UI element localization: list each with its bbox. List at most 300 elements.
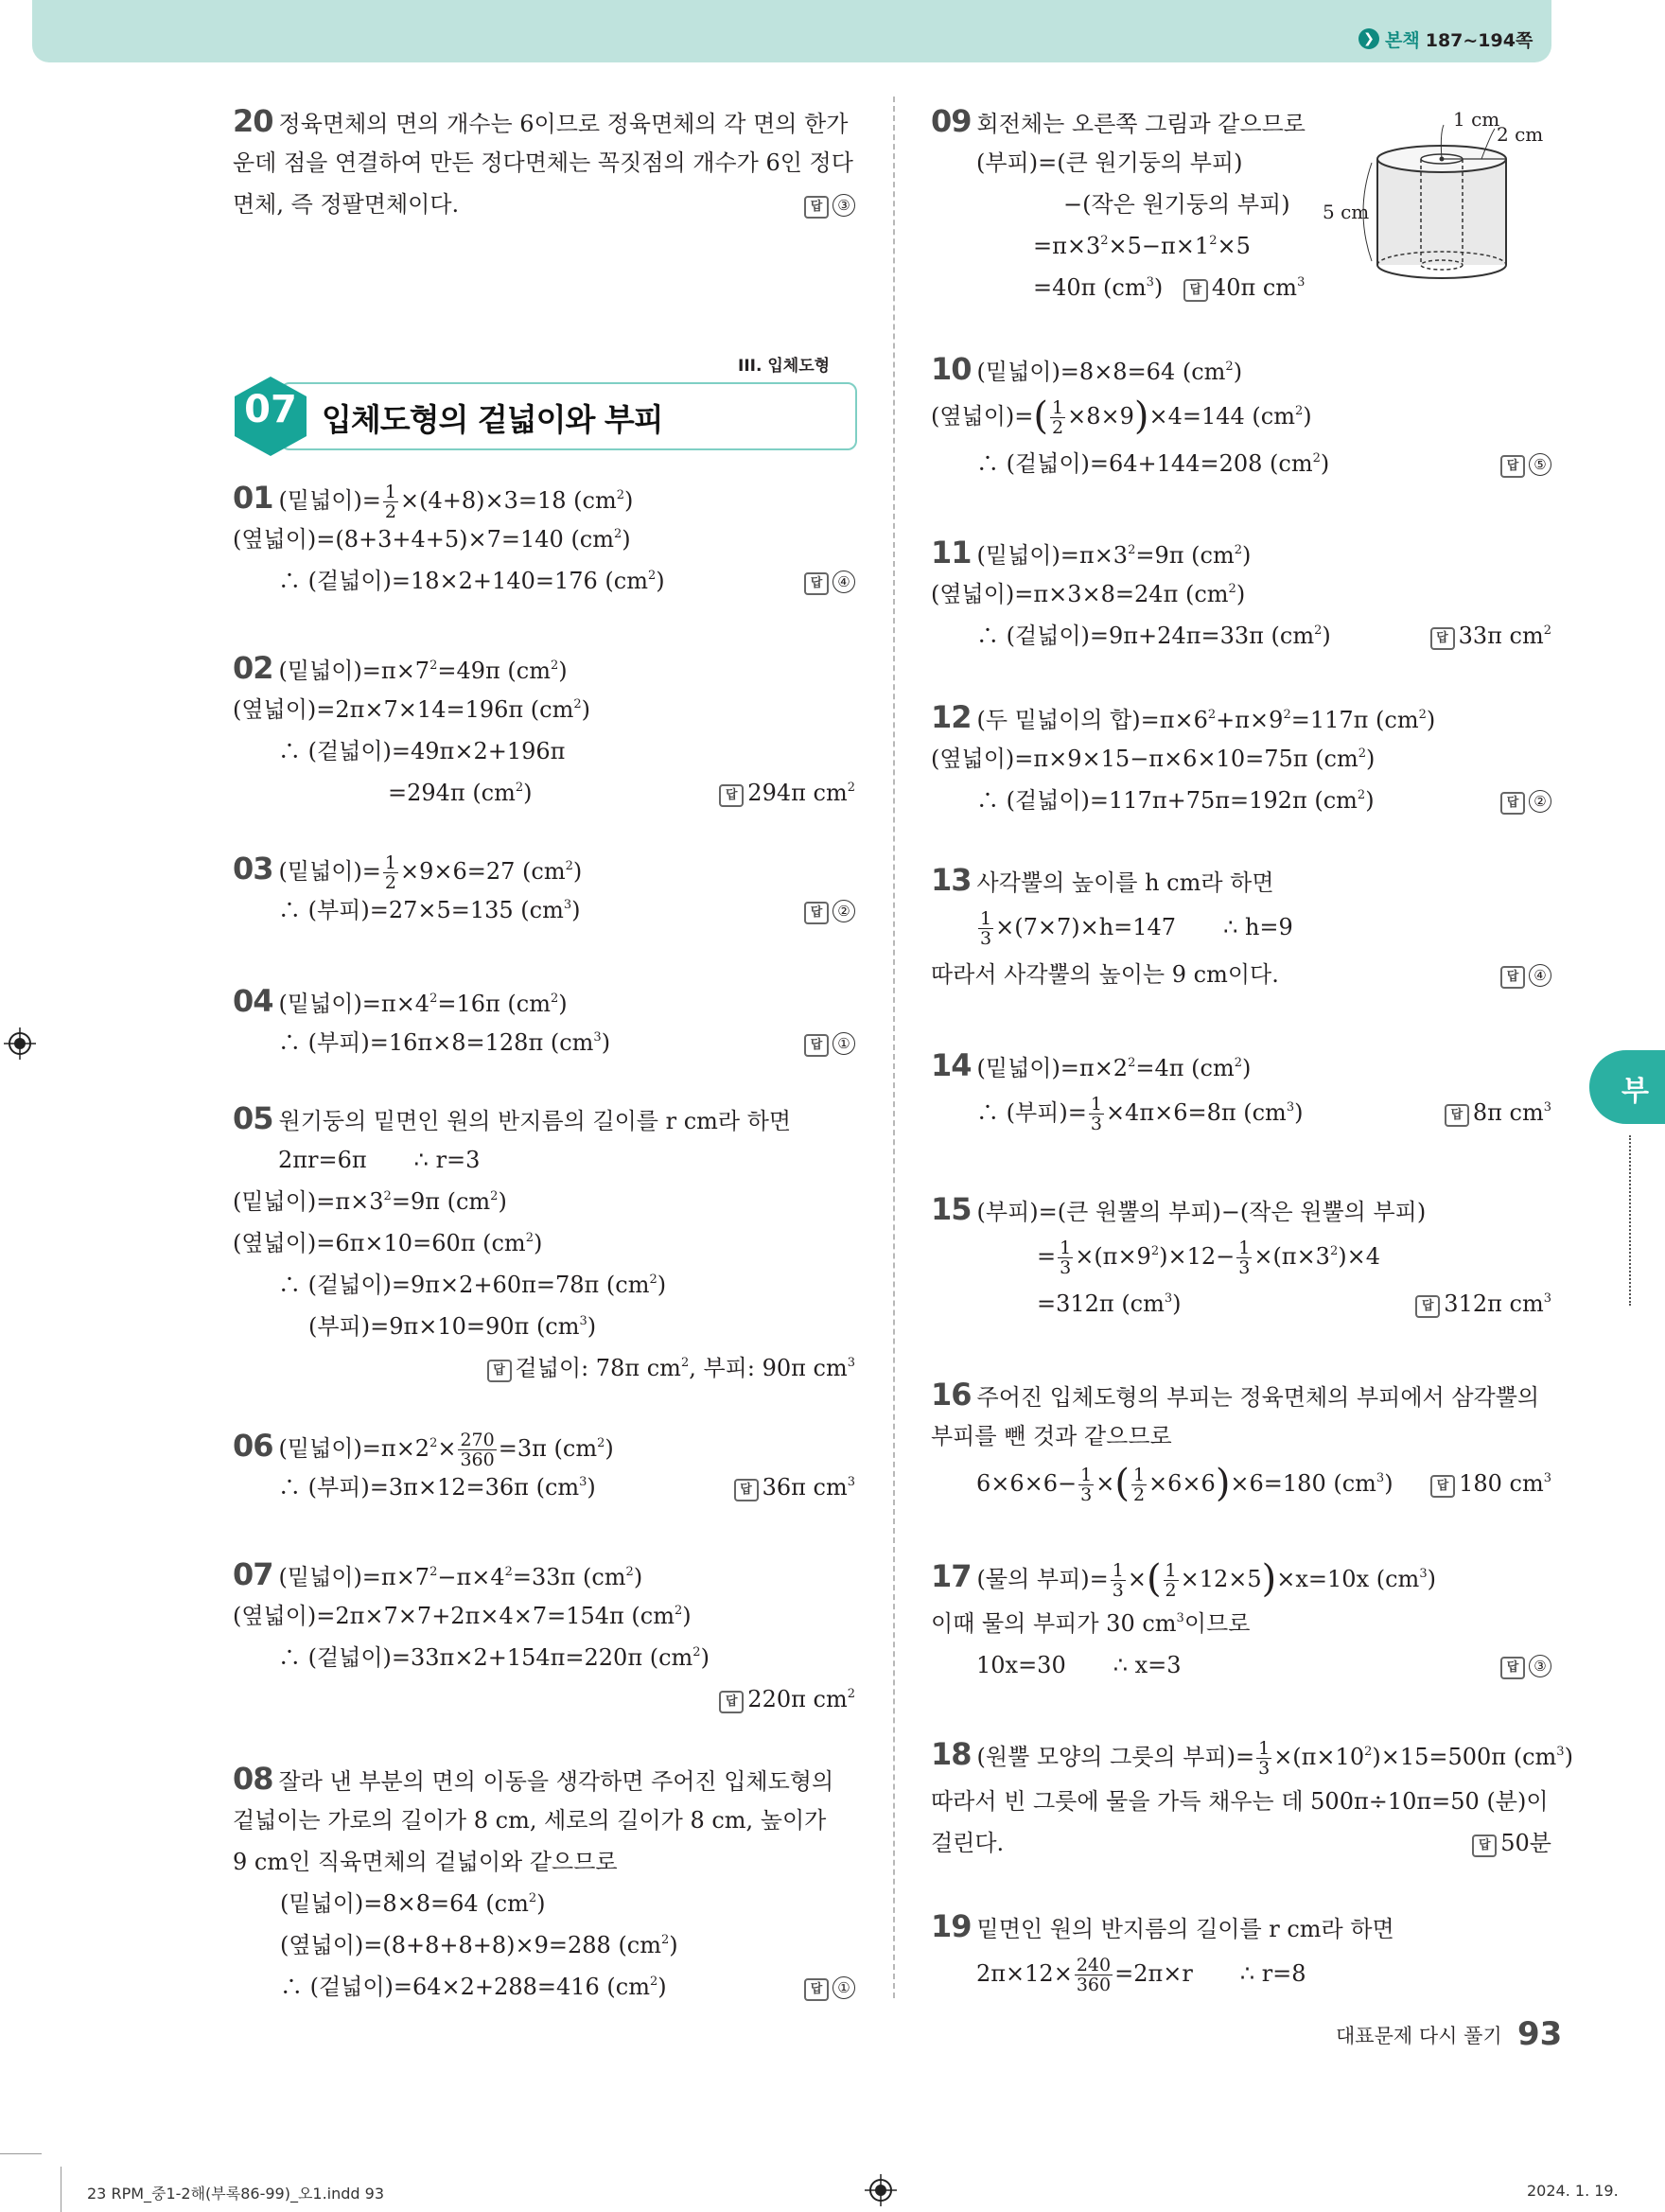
text: ∴ (겉넓이)=33π×2+154π=220π (cm <box>278 1644 693 1671</box>
text: 10x=30 <box>976 1652 1066 1678</box>
superscript: 2 <box>1128 543 1136 557</box>
text: ) <box>700 1644 710 1671</box>
text: ∴ (겉넓이)=117π+75π=192π (cm <box>976 787 1358 814</box>
superscript: 3 <box>1376 1471 1385 1485</box>
problem-01 <box>233 477 855 602</box>
text: =9π (cm <box>1135 542 1235 569</box>
text: ×8×9 <box>1067 403 1134 430</box>
text: 원기둥의 밑면인 원의 반지름의 길이를 r cm라 하면 <box>278 1108 792 1134</box>
superscript: 2 <box>1234 1056 1242 1070</box>
numerator: 1 <box>1112 1560 1124 1581</box>
text: ) <box>558 991 568 1017</box>
superscript: 3 <box>847 1475 855 1489</box>
answer-mark-icon: 답 <box>804 1034 829 1057</box>
problem-18 <box>931 1728 1573 1864</box>
problem-number: 03 <box>233 851 273 887</box>
superscript: 3 <box>1176 1611 1184 1625</box>
text: ×5−π×1 <box>1108 233 1210 259</box>
text: ∴ (부피)= <box>976 1099 1087 1126</box>
section-number: 07 <box>244 388 297 431</box>
answer-choice: ④ <box>832 571 855 593</box>
text: (물의 부피)= <box>976 1566 1109 1592</box>
text: ) <box>669 1932 678 1958</box>
fraction <box>383 853 398 892</box>
problem-number: 16 <box>931 1377 972 1413</box>
text: ) <box>682 1603 692 1629</box>
answer-mark-icon: 답 <box>804 902 829 924</box>
answer-text: 50분 <box>1500 1830 1551 1856</box>
text: ∴ (겉넓이)=64+144=208 (cm <box>976 450 1313 477</box>
answer <box>804 889 855 931</box>
problem-16 <box>931 1374 1551 1510</box>
text: (밑넓이)= <box>278 487 381 514</box>
superscript: 2 <box>614 527 622 541</box>
text: ∴ (겉넓이)=18×2+140=176 (cm <box>278 568 648 594</box>
paren: ( <box>1033 395 1048 438</box>
text: (옆넓이)=6π×10=60π (cm <box>233 1230 526 1256</box>
text: +π×9 <box>1216 707 1284 733</box>
superscript: 3 <box>1164 1291 1173 1306</box>
denominator: 3 <box>1238 1257 1251 1278</box>
problem-number: 13 <box>931 862 972 898</box>
text: 면체, 즉 정팔면체이다. <box>233 191 460 218</box>
text: (부피)=9π×10=90π (cm <box>308 1313 580 1340</box>
text: ) <box>572 858 583 885</box>
problem-19 <box>931 1905 1551 2000</box>
text: 2π×12× <box>976 1960 1073 1987</box>
denominator: 2 <box>1132 1484 1146 1505</box>
registration-mark-icon <box>4 1027 36 1060</box>
numerator: 1 <box>1132 1465 1146 1485</box>
superscript: 2 <box>383 1189 392 1203</box>
answer-mark-icon: 답 <box>1445 1104 1469 1127</box>
text: ∴ x=3 <box>1113 1652 1182 1678</box>
superscript: 2 <box>1418 708 1427 722</box>
ref-label: 본책 <box>1385 29 1420 51</box>
fraction <box>1050 398 1065 437</box>
numerator: 1 <box>980 908 992 929</box>
text: ∴ (부피)=16π×8=128π (cm <box>278 1029 594 1056</box>
text: 이때 물의 부피가 30 cm <box>931 1610 1177 1637</box>
text: ×6×6 <box>1148 1470 1216 1497</box>
text: 주어진 입체도형의 부피는 정육면체의 부피에서 삼각뿔의 <box>976 1384 1540 1411</box>
text: ×12×5 <box>1180 1566 1262 1592</box>
text: ∴ (부피)=27×5=135 (cm <box>278 897 564 923</box>
answer-mark-icon: 답 <box>804 1978 829 2001</box>
figure-label: 5 cm <box>1323 201 1370 223</box>
text: ) <box>1241 1055 1252 1081</box>
superscript: 2 <box>429 992 438 1006</box>
text: ) <box>1241 542 1252 569</box>
fraction <box>1131 1466 1147 1504</box>
text: (밑넓이)=π×3 <box>976 542 1129 569</box>
superscript: 2 <box>490 1189 499 1203</box>
text: (밑넓이)=π×4 <box>278 991 430 1017</box>
text: ) <box>633 1564 643 1590</box>
text: =117π (cm <box>1290 707 1419 733</box>
problem-number: 19 <box>931 1908 972 1944</box>
superscript: 2 <box>1234 543 1242 557</box>
answer-choice: ③ <box>1529 1655 1551 1677</box>
answer-choice: ② <box>832 900 855 922</box>
text: ) <box>657 1272 667 1298</box>
answer <box>1415 1283 1551 1325</box>
problem-15 <box>931 1188 1551 1325</box>
text: ) <box>1320 450 1330 477</box>
text: ×4=144 (cm <box>1148 403 1295 430</box>
denominator: 3 <box>1112 1580 1124 1601</box>
text: 사각뿔의 높이를 h cm라 하면 <box>976 869 1274 896</box>
text: (원뿔 모양의 그릇의 부피)= <box>976 1744 1255 1770</box>
text: ×(π×10 <box>1273 1744 1365 1770</box>
problem-number: 04 <box>233 983 273 1019</box>
paren: ) <box>1215 1462 1231 1505</box>
text: ) <box>656 568 665 594</box>
answer-text: 33π cm <box>1458 623 1544 649</box>
superscript: 2 <box>1100 234 1109 248</box>
denominator: 3 <box>1258 1758 1271 1779</box>
text: ) <box>1384 1470 1393 1497</box>
text: (밑넓이)=8×8=64 (cm <box>976 359 1226 385</box>
fraction <box>1111 1561 1126 1600</box>
answer <box>1183 274 1305 301</box>
superscript: 2 <box>1329 1244 1339 1258</box>
problem-14 <box>931 1045 1551 1139</box>
answer-mark-icon: 답 <box>1500 455 1525 478</box>
text: (밑넓이)=8×8=64 (cm <box>280 1890 529 1917</box>
text: )×12− <box>1159 1243 1236 1270</box>
text: ∴ (겉넓이)=9π+24π=33π (cm <box>976 623 1315 649</box>
text: ×4π×6=8π (cm <box>1105 1099 1287 1126</box>
answer <box>1500 443 1551 484</box>
numerator: 1 <box>1238 1238 1251 1258</box>
answer-text: 40π cm <box>1211 274 1298 301</box>
text: (옆넓이)=(8+8+8+8)×9=288 (cm <box>280 1932 662 1958</box>
answer-text: 36π cm <box>762 1474 848 1501</box>
text: (옆넓이)=(8+3+4+5)×7=140 (cm <box>233 526 615 553</box>
superscript: 2 <box>1225 360 1234 374</box>
text: 따라서 빈 그릇에 물을 가득 채우는 데 500π÷10π=50 (분)이 <box>931 1788 1549 1815</box>
answer <box>804 1022 855 1063</box>
fraction <box>1089 1095 1104 1133</box>
text: ) <box>601 1029 611 1056</box>
denominator: 3 <box>1090 1114 1102 1134</box>
text: × <box>1095 1470 1115 1497</box>
superscript: 2 <box>1312 451 1321 465</box>
text: =16π (cm <box>437 991 551 1017</box>
superscript: 2 <box>597 1436 605 1450</box>
problem-number: 05 <box>233 1100 273 1136</box>
file-date: 2024. 1. 19. <box>1527 2182 1619 2200</box>
superscript: 2 <box>525 1231 534 1245</box>
numerator: 1 <box>1060 1238 1072 1258</box>
answer-mark-icon: 답 <box>487 1360 512 1382</box>
answer-mark-icon: 답 <box>1430 1475 1455 1498</box>
fraction <box>383 483 398 521</box>
crop-mark <box>0 2153 42 2154</box>
superscript: 2 <box>616 488 624 502</box>
answer-mark-icon: 답 <box>804 572 829 595</box>
answer <box>804 1966 855 2008</box>
answer <box>719 772 855 814</box>
superscript: 2 <box>1314 623 1323 638</box>
answer <box>1500 1644 1551 1686</box>
problem-number: 09 <box>931 103 972 139</box>
text: 이므로 <box>1183 1610 1251 1637</box>
superscript: 2 <box>1228 582 1236 596</box>
problem-11 <box>931 532 1551 657</box>
text: ×5 <box>1217 233 1251 259</box>
superscript: 2 <box>1294 404 1304 418</box>
fraction <box>1236 1238 1252 1277</box>
text: ∴ r=3 <box>413 1147 481 1173</box>
denominator: 2 <box>1165 1580 1177 1601</box>
answer-mark-icon: 답 <box>734 1479 759 1501</box>
text: =3π (cm <box>498 1435 598 1462</box>
file-info: 23 RPM_중1-2해(부록86-99)_오1.indd 93 <box>87 2185 385 2203</box>
numerator: 1 <box>1165 1560 1177 1581</box>
answer-text: 8π cm <box>1472 1099 1544 1126</box>
superscript: 2 <box>550 658 559 673</box>
paren: ) <box>1133 395 1149 438</box>
text: 2πr=6π <box>278 1147 367 1173</box>
numerator: 1 <box>1080 1465 1093 1485</box>
superscript: 2 <box>625 1565 634 1579</box>
text: ) <box>523 780 533 806</box>
denominator: 3 <box>1080 1484 1093 1505</box>
superscript: 2 <box>565 859 573 873</box>
problem-number: 15 <box>931 1191 972 1227</box>
superscript: 3 <box>579 1475 587 1489</box>
text: ∴ (겉넓이)=49π×2+196π <box>278 738 566 764</box>
answer-text: 겉넓이: 78π cm <box>515 1355 681 1381</box>
superscript: 2 <box>573 697 582 711</box>
problem-05 <box>233 1097 855 1389</box>
text: ) <box>1564 1744 1573 1770</box>
answer-choice: ⑤ <box>1529 453 1551 476</box>
answer <box>1472 1822 1551 1864</box>
problem-02 <box>233 647 855 814</box>
answer-mark-icon: 답 <box>1415 1295 1440 1318</box>
problem-13 <box>931 859 1551 995</box>
superscript: 2 <box>649 1975 658 1989</box>
text: ) <box>587 1474 596 1501</box>
answer-mark-icon: 답 <box>719 784 744 807</box>
text: ) <box>1365 787 1375 814</box>
page-reference <box>1358 25 1533 53</box>
text: 운데 점을 연결하여 만든 정다면체는 꼭짓점의 개수가 6인 정다 <box>233 149 853 176</box>
section-title: 입체도형의 겉넓이와 부피 <box>322 401 663 438</box>
text: −(작은 원기둥의 부피) <box>1063 191 1290 218</box>
text: ∴ r=8 <box>1239 1960 1306 1987</box>
answer-mark-icon: 답 <box>1183 279 1208 302</box>
superscript: 2 <box>1209 234 1218 248</box>
text: )×15=500π (cm <box>1372 1744 1557 1770</box>
fraction <box>1075 1956 1113 1994</box>
page-number: 93 <box>1517 2015 1563 2053</box>
denominator: 360 <box>460 1449 495 1470</box>
text: ×(7×7)×h=147 <box>995 914 1177 940</box>
answer <box>487 1347 855 1389</box>
superscript: 3 <box>593 1030 602 1045</box>
text: 겉넓이는 가로의 길이가 8 cm, 세로의 길이가 8 cm, 높이가 <box>233 1807 827 1834</box>
text: ) <box>1303 403 1312 430</box>
fraction <box>1164 1561 1179 1600</box>
text: ) <box>1236 581 1246 607</box>
appendix-side-tab <box>1589 1050 1665 1124</box>
text: 밑면인 원의 반지름의 길이를 r cm라 하면 <box>976 1916 1394 1942</box>
answer-mark-icon: 답 <box>1500 966 1525 989</box>
superscript: 3 <box>1556 1745 1565 1759</box>
answer-mark-icon: 답 <box>1430 627 1455 650</box>
text: ) <box>533 1230 543 1256</box>
problem-number: 07 <box>233 1556 273 1592</box>
answer-text: 294π cm <box>747 780 848 806</box>
superscript: 2 <box>649 1273 657 1287</box>
fraction <box>978 909 993 948</box>
text: ) <box>581 696 590 723</box>
superscript: 2 <box>647 569 657 583</box>
superscript: 2 <box>847 1687 855 1701</box>
figure-label: 1 cm <box>1453 108 1500 131</box>
problem-number: 06 <box>233 1428 273 1464</box>
superscript: 2 <box>429 658 438 673</box>
superscript: 2 <box>1543 623 1551 638</box>
superscript: 2 <box>1128 1056 1136 1070</box>
problem-number: 18 <box>931 1736 972 1772</box>
paren: ( <box>1146 1557 1162 1601</box>
ref-pages: 187~194쪽 <box>1425 29 1534 51</box>
paren: ) <box>1261 1557 1277 1601</box>
text: (옆넓이)= <box>931 403 1034 430</box>
problem-number: 12 <box>931 699 972 735</box>
superscript: 2 <box>1150 1244 1160 1258</box>
text: ) <box>1172 1290 1182 1317</box>
superscript: 2 <box>692 1645 701 1659</box>
text: 걸린다. <box>931 1830 1005 1856</box>
superscript: 3 <box>563 898 572 912</box>
superscript: 2 <box>528 1891 537 1905</box>
text: ) <box>622 526 631 553</box>
text: =294π (cm <box>388 780 516 806</box>
text: (밑넓이)=π×7 <box>278 658 430 684</box>
superscript: 3 <box>1543 1100 1551 1115</box>
answer-mark-icon: 답 <box>1500 792 1525 815</box>
text: ∴ (겉넓이)=64×2+288=416 (cm <box>280 1974 650 2000</box>
answer-mark-icon: 답 <box>719 1691 744 1713</box>
text: =312π (cm <box>1037 1290 1165 1317</box>
text: ) <box>1233 359 1243 385</box>
text: (밑넓이)=π×2 <box>278 1435 430 1462</box>
paren: ( <box>1114 1462 1130 1505</box>
text: )×4 <box>1338 1243 1380 1270</box>
text: =4π (cm <box>1135 1055 1235 1081</box>
problem-number: 01 <box>233 480 273 516</box>
text: ) <box>498 1188 507 1215</box>
answer <box>804 184 855 225</box>
text: (밑넓이)= <box>278 858 381 885</box>
unit-label: III. 입체도형 <box>738 357 831 376</box>
text: 정육면체의 면의 개수는 6이므로 정육면체의 각 면의 한가 <box>278 111 849 137</box>
text: = <box>1037 1243 1057 1270</box>
superscript: 2 <box>429 1565 438 1579</box>
problem-04 <box>233 980 855 1063</box>
text: ) <box>657 1974 667 2000</box>
text: ) <box>536 1890 546 1917</box>
answer-choice: ① <box>832 1032 855 1055</box>
superscript: 2 <box>674 1604 683 1618</box>
column-divider <box>893 97 895 1998</box>
text: ×6=180 (cm <box>1230 1470 1376 1497</box>
superscript: 2 <box>1364 1745 1373 1759</box>
footer-title: 대표문제 다시 풀기 <box>1336 2025 1502 2047</box>
text: =40π (cm <box>1033 274 1147 301</box>
text: ∴ (겉넓이)=9π×2+60π=78π (cm <box>278 1272 650 1298</box>
problem-number: 08 <box>233 1761 273 1797</box>
answer-choice: ④ <box>1529 964 1551 987</box>
text: × <box>1127 1566 1147 1592</box>
problem-20 <box>233 100 855 225</box>
text: ) <box>1322 623 1331 649</box>
text: ) <box>624 487 634 514</box>
superscript: 2 <box>1283 708 1291 722</box>
superscript: 3 <box>579 1314 587 1328</box>
problem-03 <box>233 848 855 931</box>
figure-label: 2 cm <box>1497 123 1544 146</box>
text: ) <box>605 1435 614 1462</box>
fraction <box>458 1431 496 1469</box>
problem-17 <box>931 1550 1551 1686</box>
denominator: 2 <box>1052 417 1064 438</box>
text: ∴ h=9 <box>1223 914 1293 940</box>
text: (두 밑넓이의 합)=π×6 <box>976 707 1208 733</box>
numerator: 1 <box>384 852 397 873</box>
text: ) <box>1153 274 1164 301</box>
text: ×(π×3 <box>1253 1243 1330 1270</box>
superscript: 2 <box>504 1565 513 1579</box>
answer-text: 180 cm <box>1459 1470 1544 1497</box>
superscript: 3 <box>1543 1471 1551 1485</box>
answer <box>1430 615 1551 657</box>
answer-text: 220π cm <box>747 1686 848 1712</box>
problem-08 <box>233 1758 855 2008</box>
text: ) <box>558 658 568 684</box>
answer-text: 312π cm <box>1444 1290 1544 1317</box>
text: (옆넓이)=π×3×8=24π (cm <box>931 581 1229 607</box>
text: 회전체는 오른쪽 그림과 같으므로 <box>976 111 1306 137</box>
superscript: 2 <box>429 1436 438 1450</box>
text: (옆넓이)=2π×7×14=196π (cm <box>233 696 574 723</box>
problem-number: 14 <box>931 1047 972 1083</box>
superscript: 2 <box>1357 788 1366 802</box>
problem-10 <box>931 348 1551 484</box>
text: =33π (cm <box>512 1564 626 1590</box>
superscript: 2 <box>661 1933 670 1947</box>
answer-choice: ③ <box>832 194 855 217</box>
text: (밑넓이)=π×7 <box>278 1564 430 1590</box>
numerator: 1 <box>1258 1738 1271 1759</box>
side-decoration <box>1629 1135 1639 1306</box>
text: =49π (cm <box>437 658 551 684</box>
text: ) <box>1294 1099 1304 1126</box>
denominator: 2 <box>384 501 397 522</box>
text: 부피를 뺀 것과 같으므로 <box>931 1423 1172 1449</box>
superscript: 3 <box>1286 1100 1295 1115</box>
text: ×9×6=27 (cm <box>400 858 566 885</box>
problem-07 <box>233 1554 855 1720</box>
superscript: 3 <box>847 1356 855 1370</box>
text: 잘라 낸 부분의 면의 이동을 생각하면 주어진 입체도형의 <box>278 1768 834 1795</box>
